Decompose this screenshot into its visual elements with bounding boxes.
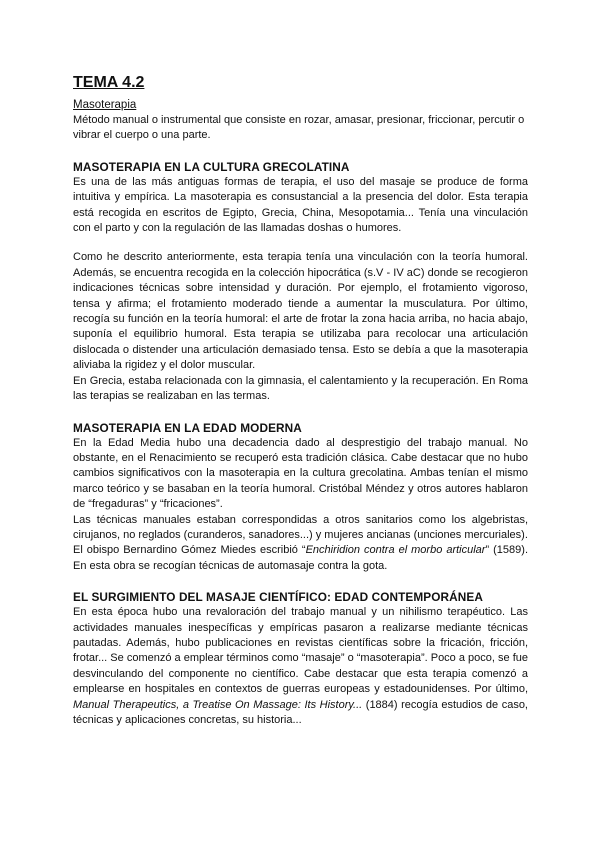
section-heading: MASOTERAPIA EN LA EDAD MODERNA bbox=[73, 420, 302, 435]
section-paragraph: En la Edad Media hubo una decadencia dado al desprestigio del trabajo manual. No obstante, en el Renacimiento se recuperó esta tradición clásica. Cabe destacar que no hubo cambios significativos con la masoterapia en la cultura grecolatina. Ambas tenían el mismo marco teórico y se basaban en la teoría humoral. Cristóbal Méndez y otros autores hablaron de “fregaduras” y “fricaciones”. bbox=[73, 436, 528, 511]
text-run: El obispo Bernardino Gómez Miedes escribió “ bbox=[73, 544, 306, 557]
document-title: TEMA 4.2 bbox=[73, 74, 145, 91]
document-page bbox=[73, 73, 528, 728]
intro-paragraph: Método manual o instrumental que consiste en rozar, amasar, presionar, friccionar, percutir o vibrar el cuerpo o una parte. bbox=[73, 114, 525, 142]
section-paragraph: En Grecia, estaba relacionada con la gimnasia, el calentamiento y la recuperación. En Roma las terapias se realizaban en las termas. bbox=[73, 374, 528, 403]
text-run: ” (1589). En esta obra se recogían técnicas de automasaje contra la gota. bbox=[73, 544, 528, 572]
section-paragraph: Las técnicas manuales estaban correspondidas a otros sanitarios como los algebristas, cirujanos, no reglados (curanderos, sanadores...) y mujeres ancianas (unciones mercuriales). bbox=[73, 513, 528, 541]
document-subtitle: Masoterapia bbox=[73, 99, 137, 111]
book-title: Manual Therapeutics, a Treatise On Massage: Its History... bbox=[73, 698, 363, 711]
section-edad-moderna bbox=[73, 420, 528, 575]
section-paragraph: Es una de las más antiguas formas de terapia, el uso del masaje se produce de forma intuitiva y empírica. La masoterapia es consustancial a la presencia del dolor. Esta terapia está recogida en escritos de Egipto, Grecia, China, Mesopotamia... Tenía una vinculación con el parto y con la regulación de las llamadas doshas o humores. bbox=[73, 175, 528, 235]
section-heading: MASOTERAPIA EN LA CULTURA GRECOLATINA bbox=[73, 159, 350, 174]
section-heading: EL SURGIMIENTO DEL MASAJE CIENTÍFICO: EDAD CONTEMPORÁNEA bbox=[73, 590, 483, 605]
section-paragraph: Como he descrito anteriormente, esta terapia tenía una vinculación con la teoría humoral. Además, se encuentra recogida en la colección hipocrática (s.V - IV aC) donde se recogieron indicaciones técnicas sobre intensidad y duración. Por ejemplo, el frotamiento vigoroso, tensa y afirma; el frotamiento moderado tiende a aumentar la musculatura. Por último, recogía su función en la teoría humoral: el arte de frotar la zona hacia arriba, no hacia abajo, suponía el equilibrio humoral. Esta terapia se utilizaba para recolocar una articulación dislocada o distender una articulación demasiado tensa. Esto se debía a que la masoterapia aliviaba la rigidez y el dolor muscular. bbox=[73, 251, 528, 372]
text-run: (1884) recogía estudios de caso, técnicas y aplicaciones concretas, su historia... bbox=[73, 698, 528, 726]
section-edad-contemporanea bbox=[73, 589, 528, 728]
section-grecolatina bbox=[73, 159, 528, 405]
section-paragraph bbox=[73, 605, 528, 728]
section-paragraph bbox=[73, 543, 528, 574]
book-title: Enchiridion contra el morbo articular bbox=[305, 544, 486, 557]
text-run: En esta época hubo una revaloración del trabajo manual y un nihilismo terapéutico. Las actividades manuales inespecíficas y empíricas pasaron a realizarse mediante técnicas pautadas. Además, hubo publicaciones en revistas científicas sobre la fricación, fricción, frotar... Se comenzó a emplear términos como “masaje” o “masoterapia”. Poco a poco, se fue desvinculando del componente no científico. Cabe destacar que esta terapia comenzó a emplearse en hospitales en contextos de guerras europeas y estadounidenses. Por último, bbox=[73, 606, 528, 696]
